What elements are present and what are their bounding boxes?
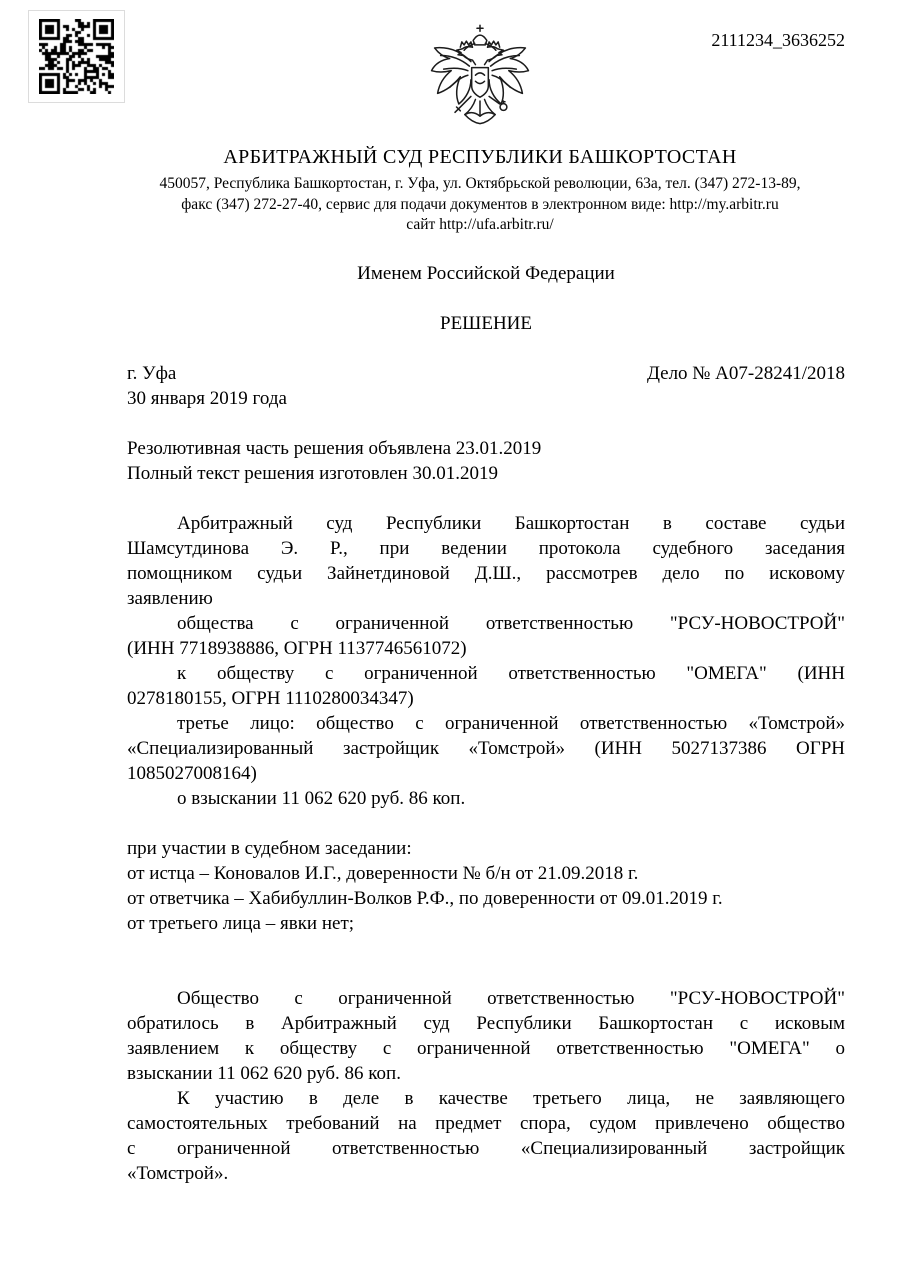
text-line: о взыскании 11 062 620 руб. 86 коп. <box>177 788 466 809</box>
text-line: К участию в деле в качестве третьего лица, не заявляющего <box>177 1088 845 1109</box>
text-line: общества с ограниченной ответственностью "РСУ-НОВОСТРОЙ" <box>177 613 845 634</box>
text-line: «Специализированный застройщик «Томстрой» (ИНН 5027137386 ОГРН <box>127 738 845 759</box>
intro-paragraph <box>127 661 845 711</box>
qr-code-canvas <box>39 19 114 94</box>
intro-paragraph <box>127 511 845 611</box>
text-line: самостоятельных требований на предмет спора, судом привлечено общество <box>127 1113 845 1134</box>
resolution-announced-line: Резолютивная часть решения объявлена 23.01.2019 <box>127 438 542 459</box>
decision-text <box>127 261 845 1186</box>
text-line: Шамсутдинова Э. Р., при ведении протокола судебного заседания <box>127 538 845 559</box>
text-line: (ИНН 7718938886, ОГРН 1137746561072) <box>127 638 467 659</box>
text-line: взыскании 11 062 620 руб. 86 коп. <box>127 1063 401 1084</box>
attendance-heading: при участии в судебном заседании: <box>127 838 412 859</box>
attendance-line: от третьего лица – явки нет; <box>127 913 355 934</box>
text-line: помощником судьи Зайнетдиновой Д.Ш., рассмотрев дело по исковому <box>127 563 845 584</box>
document-id: 2111234_3636252 <box>711 30 845 50</box>
case-row <box>127 361 845 386</box>
decision-title: РЕШЕНИЕ <box>440 313 532 334</box>
address-line: сайт http://ufa.arbitr.ru/ <box>406 216 554 233</box>
text-line: 1085027008164) <box>127 763 257 784</box>
text-line: к обществу с ограниченной ответственностью "ОМЕГА" (ИНН <box>177 663 845 684</box>
full-text-made-line: Полный текст решения изготовлен 30.01.2019 <box>127 463 498 484</box>
text-line: заявлению <box>127 588 213 609</box>
russian-coat-of-arms-icon <box>427 22 533 136</box>
in-the-name-line: Именем Российской Федерации <box>357 263 615 284</box>
attendance-line: от истца – Коновалов И.Г., доверенности № б/н от 21.09.2018 г. <box>127 863 639 884</box>
text-line: 0278180155, ОГРН 1110280034347) <box>127 688 414 709</box>
case-number: Дело № А07-28241/2018 <box>646 363 845 384</box>
intro-paragraph <box>127 711 845 786</box>
court-header <box>120 144 840 236</box>
decision-date: 30 января 2019 года <box>127 388 287 409</box>
address-line: 450057, Республика Башкортостан, г. Уфа, ул. Октябрьской революции, 63а, тел. (347) 272-13-89, <box>159 175 801 192</box>
claim-amount-paragraph <box>127 786 845 811</box>
city-label: г. Уфа <box>127 363 177 384</box>
text-line: Общество с ограниченной ответственностью "РСУ-НОВОСТРОЙ" <box>177 988 845 1009</box>
text-line: с ограниченной ответственностью «Специализированный застройщик <box>127 1138 845 1159</box>
court-name: АРБИТРАЖНЫЙ СУД РЕСПУБЛИКИ БАШКОРТОСТАН <box>223 146 737 168</box>
qr-code-icon <box>28 10 125 103</box>
text-line: «Томстрой». <box>127 1163 229 1184</box>
text-line: третье лицо: общество с ограниченной ответственностью «Томстрой» <box>177 713 845 734</box>
body-paragraph <box>127 1086 845 1186</box>
court-address <box>120 174 840 236</box>
intro-paragraph <box>127 611 845 661</box>
text-line: заявлением к обществу с ограниченной ответственностью "ОМЕГА" о <box>127 1038 845 1059</box>
text-line: обратилось в Арбитражный суд Республики Башкортостан с исковым <box>127 1013 845 1034</box>
body-paragraph <box>127 986 845 1086</box>
text-line: Арбитражный суд Республики Башкортостан в составе судьи <box>177 513 845 534</box>
attendance-line: от ответчика – Хабибуллин-Волков Р.Ф., по доверенности от 09.01.2019 г. <box>127 888 723 909</box>
address-line: факс (347) 272-27-40, сервис для подачи документов в электронном виде: http://my.arbitr.ru <box>181 195 779 213</box>
